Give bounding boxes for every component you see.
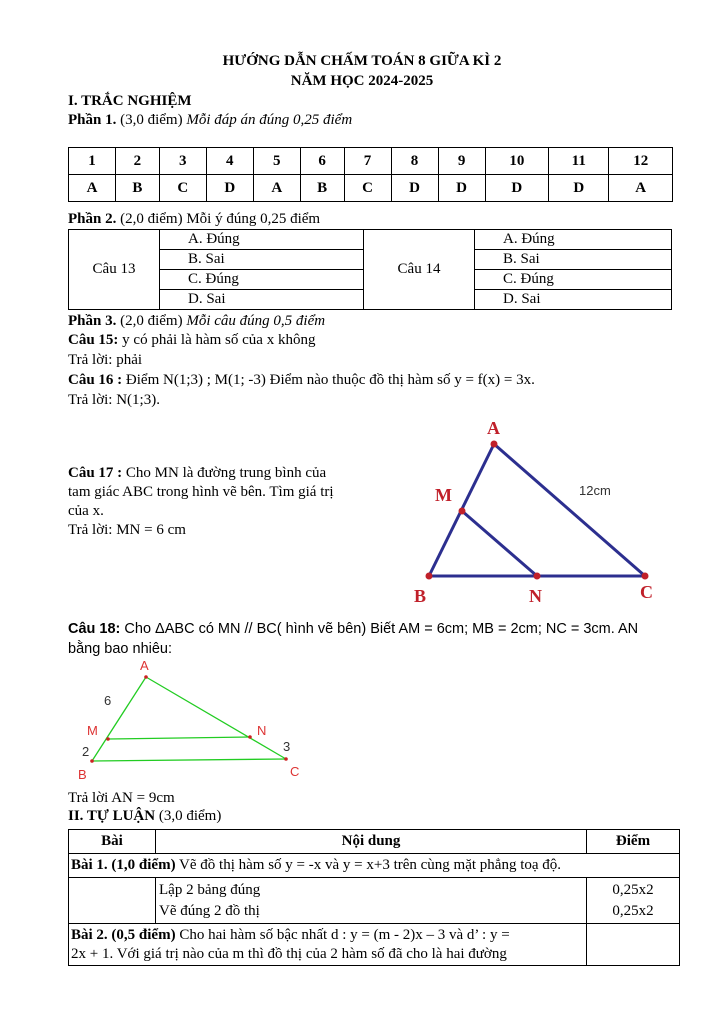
q13-option: C. Đúng [160,270,364,290]
bai-2-title: Bài 2. (0,5 điểm) [71,926,176,943]
q16-text: Điểm N(1;3) ; M(1; -3) Điểm nào thuộc đồ thị hàm số y = f(x) = 3x. [122,372,535,388]
q18-label-am: 6 [104,693,112,708]
q18-question [68,619,638,659]
q18-label-nc: 3 [283,739,291,754]
part-1-label: Phần 1. [68,112,117,128]
answer-table [68,147,673,202]
bai-2-row [69,924,680,966]
q17-label-m: M [435,485,452,505]
answer-number: 12 [609,148,673,175]
q18-point-n [248,735,252,739]
q17-line1: Cho MN là đường trung bình của [122,465,327,481]
answer-letter: D [206,175,253,202]
column-header-noi-dung: Nội dung [156,830,587,854]
section-1-heading: I. TRẮC NGHIỆM [68,93,192,109]
part-3-label: Phần 3. [68,313,117,329]
bai-1-row [69,854,680,878]
q14-option: D. Sai [475,290,672,310]
title-line-1: HƯỚNG DẪN CHẤM TOÁN 8 GIỮA KÌ 2 [222,53,502,69]
q18-side-ac [146,677,286,759]
column-header-bai: Bài [69,830,156,854]
q17-label: Câu 17 : [68,465,123,481]
answer-number: 3 [159,148,206,175]
part-2-text: (2,0 điểm) Mỗi ý đúng 0,25 điểm [116,211,321,227]
part-1-line [68,112,352,129]
q15-answer: Trả lời: phải [68,352,143,368]
answer-number: 4 [206,148,253,175]
answer-letter: C [344,175,391,202]
q18-label-c: C [290,764,300,779]
q18-side-ab [92,677,146,761]
bai-2-line2: 2x + 1. Với giá trị nào của m thì đồ thị của 2 hàm số đã cho là hai đường [71,945,507,962]
bai-1-text: Vẽ đồ thị hàm số y = -x và y = x+3 trên cùng mặt phẳng toạ độ. [175,857,562,873]
answer-letter: D [549,175,609,202]
q17-segment-mn [462,511,537,576]
q17-line3: của x. [68,503,104,519]
q18-label-b: B [78,767,87,782]
answer-letter: D [438,175,485,202]
part-3-line [68,313,325,330]
q16-answer: Trả lời: N(1;3). [68,392,160,408]
part-1-points: (3,0 điểm) [116,112,187,128]
column-header-diem: Điểm [587,830,680,854]
section-2-points: (3,0 điểm) [155,808,222,824]
answer-letter: D [485,175,549,202]
q18-triangle-figure [72,655,312,785]
q14-option: B. Sai [475,250,672,270]
q17-triangle-figure [400,412,680,610]
q18-side-bc [92,759,286,761]
q18-label-mb: 2 [82,744,90,759]
bai-1-item-2: Vẽ đúng 2 đồ thị [159,902,260,919]
part-1-note: Mỗi đáp án đúng 0,25 điểm [186,112,353,128]
answer-letter: B [300,175,344,202]
q17-answer: Trả lời: MN = 6 cm [68,522,186,538]
q17-label-a: A [487,418,500,438]
q15-text: y có phải là hàm số của x không [118,332,316,348]
answer-letter: A [609,175,673,202]
q17-point-c [642,573,649,580]
q18-line2: bằng bao nhiêu: [68,641,173,657]
answer-number-row [69,148,673,175]
answer-number: 10 [485,148,549,175]
q18-line1: Cho ΔABC có MN // BC( hình vẽ bên) Biết AM = 6cm; MB = 2cm; NC = 3cm. AN [120,621,639,637]
q14-label: Câu 14 [364,230,475,310]
answer-letter-row [69,175,673,202]
q18-point-a [144,675,148,679]
answer-letter: A [69,175,116,202]
q17-point-n [534,573,541,580]
answer-number: 8 [391,148,438,175]
q13-option: B. Sai [160,250,364,270]
q18-point-m [106,737,110,741]
bai-1-item-1: Lập 2 bảng đúng [159,881,261,898]
bai-1-score-2: 0,25x2 [612,902,654,919]
q17-point-b [426,573,433,580]
q14-option: A. Đúng [475,230,672,250]
answer-number: 11 [549,148,609,175]
q18-label-a: A [140,658,149,673]
essay-table [68,829,680,966]
part-2-label: Phần 2. [68,211,117,227]
bai-2-line1: Cho hai hàm số bậc nhất d : y = (m - 2)x – 3 và d’ : y = [175,926,510,943]
q18-label: Câu 18: [68,621,121,637]
q18-segment-mn [108,737,250,739]
answer-number: 6 [300,148,344,175]
q17-side-ac [494,444,645,576]
answer-letter: A [253,175,300,202]
q18-point-c [284,757,288,761]
q15-question [68,332,315,349]
answer-number: 1 [69,148,116,175]
q16-label: Câu 16 : [68,372,123,388]
answer-number: 5 [253,148,300,175]
q13-option: A. Đúng [160,230,364,250]
answer-number: 7 [344,148,391,175]
q15-label: Câu 15: [68,332,119,348]
section-2-heading: II. TỰ LUẬN [68,808,156,824]
q18-label-n: N [257,723,267,738]
q13-option: D. Sai [160,290,364,310]
bai-1-scoring-row [69,878,680,924]
answer-number: 9 [438,148,485,175]
q14-option: C. Đúng [475,270,672,290]
bai-1-score-1: 0,25x2 [612,881,654,898]
q17-point-a [491,441,498,448]
q13-label: Câu 13 [69,230,160,310]
part-2-line [68,211,320,228]
true-false-table [68,229,672,310]
answer-letter: B [116,175,160,202]
q17-label-n: N [529,586,542,606]
section-2-line [68,808,221,825]
q17-point-m [459,508,466,515]
essay-header-row [69,830,680,854]
q17-side-label: 12cm [579,483,611,498]
answer-number: 2 [116,148,160,175]
q17-label-c: C [640,582,653,602]
title-line-2: NĂM HỌC 2024-2025 [290,73,434,89]
q17-line2: tam giác ABC trong hình vẽ bên. Tìm giá trị [68,484,334,500]
q16-question [68,372,535,389]
answer-letter: D [391,175,438,202]
q17-label-b: B [414,586,427,606]
part-3-note: Mỗi câu đúng 0,5 điểm [186,313,326,329]
bai-1-title: Bài 1. (1,0 điểm) [71,857,176,873]
q18-label-m: M [87,723,98,738]
q18-point-b [90,759,94,763]
answer-letter: C [159,175,206,202]
q18-answer: Trả lời AN = 9cm [68,790,175,806]
part-3-points: (2,0 điểm) [116,313,187,329]
q17-question [68,464,334,540]
